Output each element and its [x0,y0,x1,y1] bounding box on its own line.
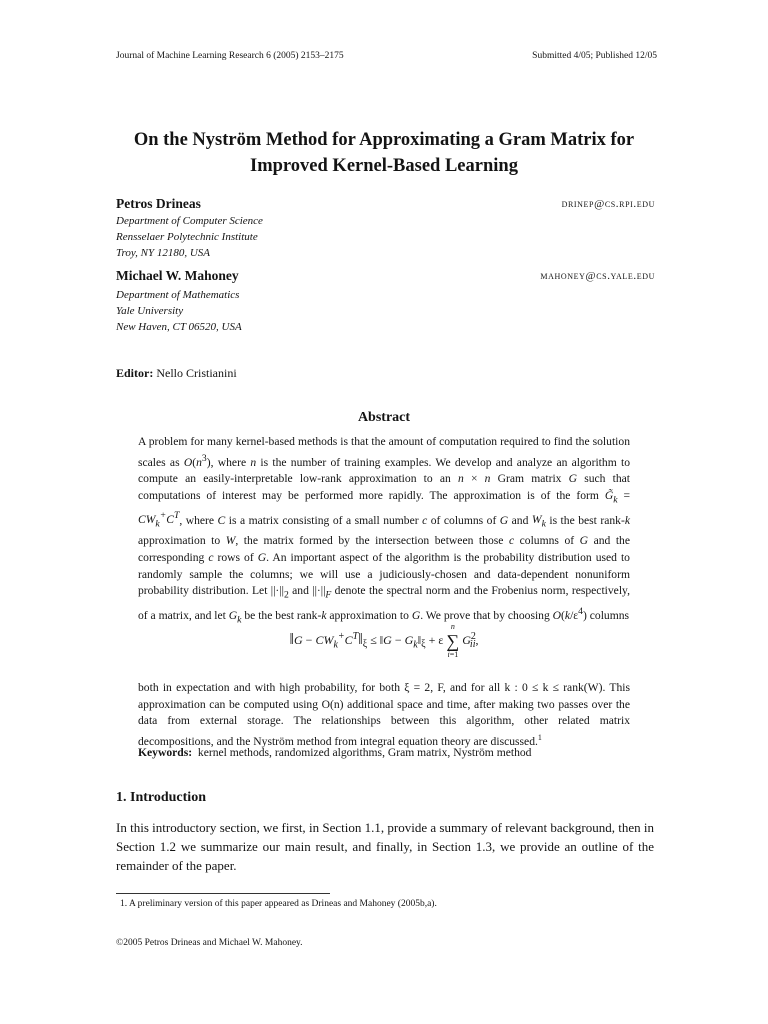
editor-line: Editor: Nello Cristianini [116,366,237,380]
paper-title: On the Nyström Method for Approximating a Gram Matrix for Improved Kernel-Based Learning [133,130,635,176]
keywords-line: Keywords: kernel methods, randomized algorithms, Gram matrix, Nyström method [138,746,532,759]
intro-paragraph: In this introductory section, we first, in Section 1.1, provide a summary of relevant background, then in Section 1.2 we summarize our main result, and finally, in Section 1.3, we provide an outline of the remainder of the paper. [116,820,654,873]
copyright-line: ©2005 Petros Drineas and Michael W. Mahoney. [116,938,303,948]
section-heading: 1. Introduction [116,790,206,805]
submission-dates: Submitted 4/05; Published 12/05 [532,51,657,61]
main-inequality: ‖G − $CW_k^+C^T‖_\xi$ ≤ ‖G − $G_k‖_\xi + \varepsilon$ n ∑ i=1 $G^2_{ii}$, [289,622,479,659]
abstract-body: A problem for many kernel-based methods is that the amount of computation required to find the solution scales as $O(n^3)$, where n is the number of training examples. We develop and analyze an algorithm to compute an easily-interpretable low-rank approximation to an n × n Gram matrix G such that computations of interest may be performed more rapidly. The approximation is of the form $G̃_k = CW_k^+C^T$, where C is a matrix consisting of a small number c of columns of G and $W_k$ is the best rank-k approximation to W, the matrix formed by the intersection between those c columns of G and the corresponding c rows of G. An important aspect of the algorithm is the probability distribution used to randomly sample the columns; we will use a judiciously-chosen and data-dependent nonuniform probability distribution. Let $||\cdot||_2$ and $||\cdot||_F$ denote the spectral norm and the Frobenius norm, respectively, of a matrix, and let $G_k$ be the best rank-k approximation to G. We prove that by choosing $O(k/\varepsilon^4)$ columns [138,435,631,626]
footnote-marker[interactable]: 1 [537,732,542,742]
author-name: Michael W. Mahoney [116,268,239,283]
author-affiliation: Department of Computer Science Rensselaer Polytechnic Institute Troy, NY 12180, USA [116,215,263,259]
author-email[interactable]: drinep@cs.rpi.edu [561,198,655,210]
author-affiliation: Department of Mathematics Yale University New Haven, CT 06520, USA [116,289,242,333]
abstract-continuation: both in expectation and with high probability, for both ξ = 2, F, and for all k : 0 ≤ k ≤ rank(W). This approximation can be computed using O(n) additional space and time, after making two passes over the data from external storage. The relationships between this algorithm, other related matrix decompositions, and the Nyström method from integral equation theory are discussed.$^1$ [138,681,630,748]
author-name: Petros Drineas [116,196,201,211]
author-email[interactable]: mahoney@cs.yale.edu [540,270,655,282]
footnote: 1. A preliminary version of this paper appeared as Drineas and Mahoney (2005b,a). [120,899,437,909]
journal-header: Journal of Machine Learning Research 6 (2005) 2153–2175 [116,51,344,61]
abstract-heading: Abstract [357,410,411,425]
footnote-divider [116,893,330,894]
